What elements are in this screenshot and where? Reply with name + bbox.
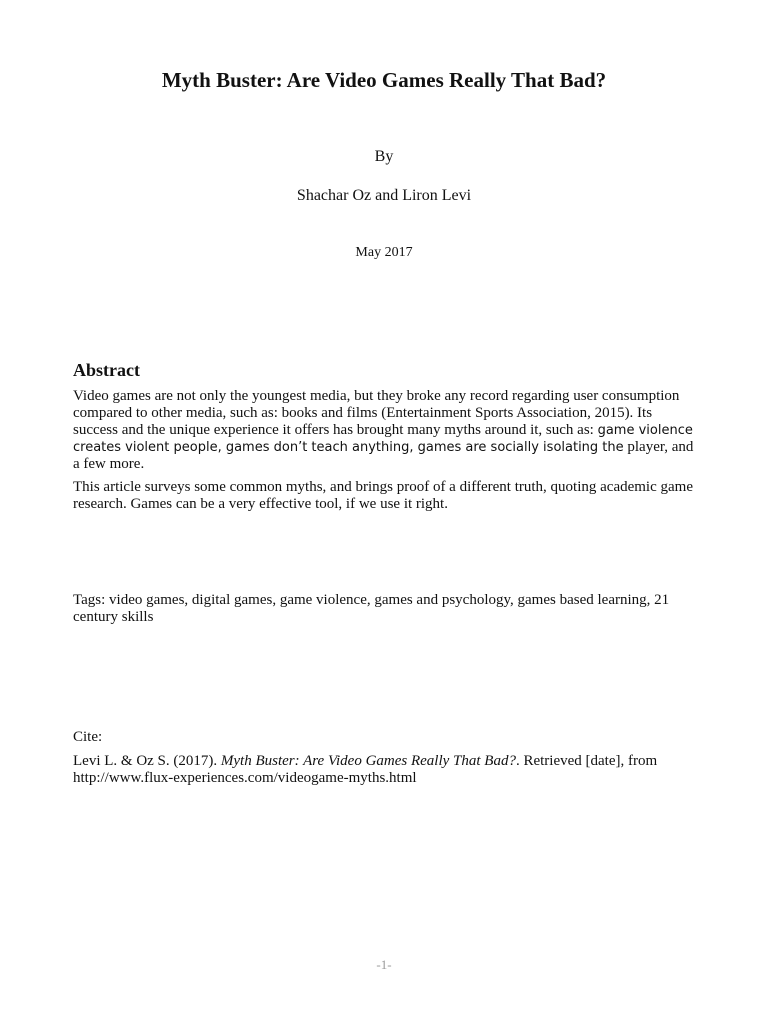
abstract-text-part-1: Video games are not only the youngest media, but they broke any record regarding user consumption compared to other media, such as: books and films (Entertainment Sports Association, 2015). Its success and the unique experience it offers has brought many myths around it, such as: [73, 388, 680, 438]
publication-date: May 2017 [355, 245, 413, 260]
byline-by: By [374, 148, 394, 165]
citation [73, 753, 698, 787]
abstract-paragraph-2: This article surveys some common myths, and brings proof of a different truth, quoting academic game research. Games can be a very effective tool, if we use it right. [73, 479, 693, 512]
citation-suffix: . Retrieved [date], from http://www.flux-experiences.com/videogame-myths.html [73, 753, 658, 786]
abstract-paragraph-1 [73, 388, 698, 473]
page-number: -1- [376, 957, 392, 972]
citation-title: Myth Buster: Are Video Games Really That Bad? [220, 753, 516, 769]
abstract-heading: Abstract [73, 360, 140, 380]
authors: Shachar Oz and Liron Levi [296, 187, 472, 204]
cite-label: Cite: [73, 729, 103, 745]
tags: Tags: video games, digital games, game violence, games and psychology, games based learning, 21 century skills [73, 592, 670, 625]
abstract-text-part-2: player, and a few more. [73, 439, 694, 472]
document-title: Myth Buster: Are Video Games Really That Bad? [161, 68, 607, 92]
citation-prefix: Levi L. & Oz S. (2017). [73, 753, 221, 769]
abstract-myths-list: game violence creates violent people, games don’t teach anything, games are socially isolating the [73, 423, 693, 455]
